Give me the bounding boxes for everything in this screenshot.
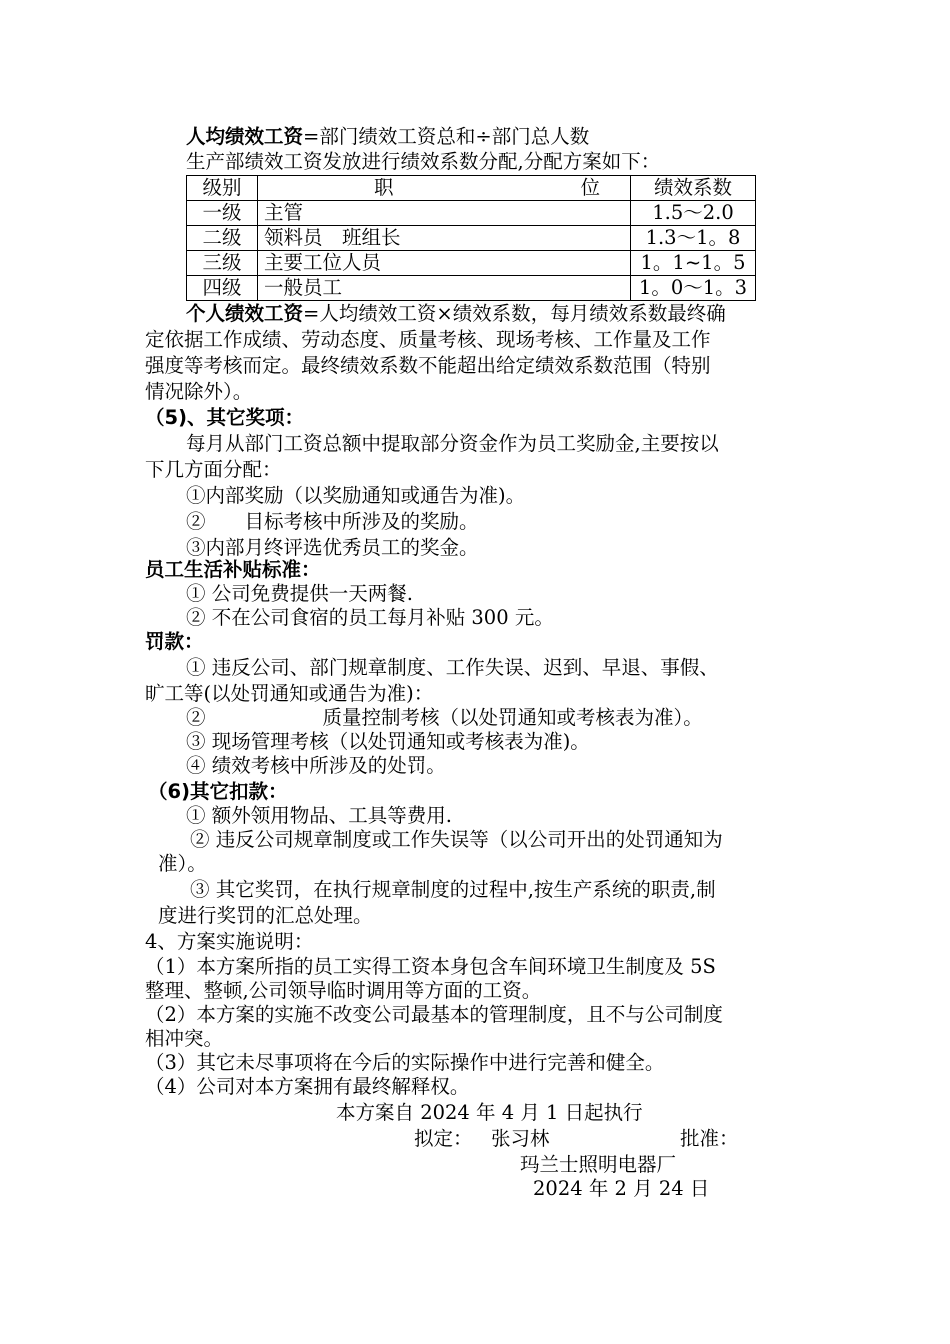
row-position: 主管 (258, 201, 631, 226)
row-coefficient: 1.3～1。8 (631, 226, 756, 251)
avg-formula-text: =部门绩效工资总和÷部门总人数 (303, 125, 590, 148)
drafted-label: 拟定： (414, 1127, 473, 1150)
fine-item-2: ② 质量控制考核（以处罚通知或考核表为准）。 (186, 706, 703, 729)
row-level: 一级 (187, 201, 258, 226)
row-coefficient: 1.5～2.0 (631, 201, 756, 226)
personal-line-3: 强度等考核而定。最终绩效系数不能超出给定绩效系数范围（特别 (145, 354, 711, 377)
coefficient-table (186, 175, 756, 301)
table-header-row (187, 176, 756, 201)
personal-line-4: 情况除外）。 (145, 380, 253, 403)
fine-item-1-cont: 旷工等(以处罚通知或通告为准)： (145, 682, 434, 705)
deduction-item-2-cont: 准）。 (158, 852, 207, 875)
table-row (187, 251, 756, 276)
table-row (187, 201, 756, 226)
personal-label: 个人绩效工资 (186, 302, 304, 325)
allowance-item-1: ① 公司免费提供一天两餐. (186, 582, 413, 605)
document-date: 2024 年 2 月 24 日 (533, 1177, 710, 1200)
table-row (187, 226, 756, 251)
deductions-heading: （6)其它扣款： (148, 780, 288, 803)
approved-label: 批准： (680, 1127, 739, 1150)
effective-date-line: 本方案自 2024 年 4 月 1 日起执行 (336, 1101, 643, 1124)
implementation-heading: 4、方案实施说明： (145, 930, 314, 953)
fine-item-3: ③ 现场管理考核（以处罚通知或考核表为准)。 (186, 730, 590, 753)
avg-formula-line (186, 124, 589, 150)
personal-line-1: 个人绩效工资=人均绩效工资×绩效系数，每月绩效系数最终确 (186, 302, 726, 325)
implementation-line-1: （1）本方案所指的员工实得工资本身包含车间环境卫生制度及 5S (145, 955, 716, 978)
header-coefficient: 绩效系数 (631, 176, 756, 201)
award-item-3: ③内部月终评选优秀员工的奖金。 (186, 536, 479, 559)
row-coefficient: 1。0～1。3 (631, 276, 756, 301)
company-name: 玛兰士照明电器厂 (520, 1153, 677, 1176)
header-level: 级别 (187, 176, 258, 201)
table-row (187, 276, 756, 301)
row-level: 四级 (187, 276, 258, 301)
deduction-item-3-cont: 度进行奖罚的汇总处理。 (158, 904, 373, 927)
avg-formula-label: 人均绩效工资 (186, 125, 304, 148)
allowance-item-2: ② 不在公司食宿的员工每月补贴 300 元。 (186, 606, 554, 629)
row-position: 主要工位人员 (258, 251, 631, 276)
row-coefficient: 1。1~1。5 (631, 251, 756, 276)
award-item-1: ①内部奖励（以奖励通知或通告为准)。 (186, 484, 526, 507)
implementation-line-4: 相冲突。 (145, 1027, 224, 1050)
header-position: 职 位 (258, 176, 631, 201)
other-awards-line-2: 下几方面分配： (145, 458, 282, 481)
deduction-item-3: ③ 其它奖罚，在执行规章制度的过程中,按生产系统的职责,制 (190, 878, 716, 901)
other-awards-heading: （5)、其它奖项： (145, 406, 304, 429)
award-item-2: ② 目标考核中所涉及的奖励。 (186, 510, 479, 533)
drafted-name: 张习林 (491, 1127, 550, 1150)
row-level: 三级 (187, 251, 258, 276)
allocation-line: 生产部绩效工资发放进行绩效系数分配,分配方案如下： (186, 150, 661, 173)
fine-item-4: ④ 绩效考核中所涉及的处罚。 (186, 754, 446, 777)
fine-item-1: ① 违反公司、部门规章制度、工作失误、迟到、早退、事假、 (186, 656, 719, 679)
row-level: 二级 (187, 226, 258, 251)
personal-line-2: 定依据工作成绩、劳动态度、质量考核、现场考核、工作量及工作 (145, 328, 711, 351)
implementation-line-2: 整理、整顿,公司领导临时调用等方面的工资。 (145, 979, 542, 1002)
deduction-item-1: ① 额外领用物品、工具等费用. (186, 804, 452, 827)
other-awards-line-1: 每月从部门工资总额中提取部分资金作为员工奖励金,主要按以 (186, 432, 719, 455)
implementation-line-6: （4）公司对本方案拥有最终解释权。 (145, 1075, 470, 1098)
implementation-line-5: （3）其它未尽事项将在今后的实际操作中进行完善和健全。 (145, 1051, 665, 1074)
row-position: 领料员 班组长 (258, 226, 631, 251)
fines-heading: 罚款： (145, 630, 204, 653)
implementation-line-3: （2）本方案的实施不改变公司最基本的管理制度，且不与公司制度 (145, 1003, 723, 1026)
row-position: 一般员工 (258, 276, 631, 301)
allowance-heading: 员工生活补贴标准： (145, 558, 321, 581)
deduction-item-2: ② 违反公司规章制度或工作失误等（以公司开出的处罚通知为 (190, 828, 723, 851)
